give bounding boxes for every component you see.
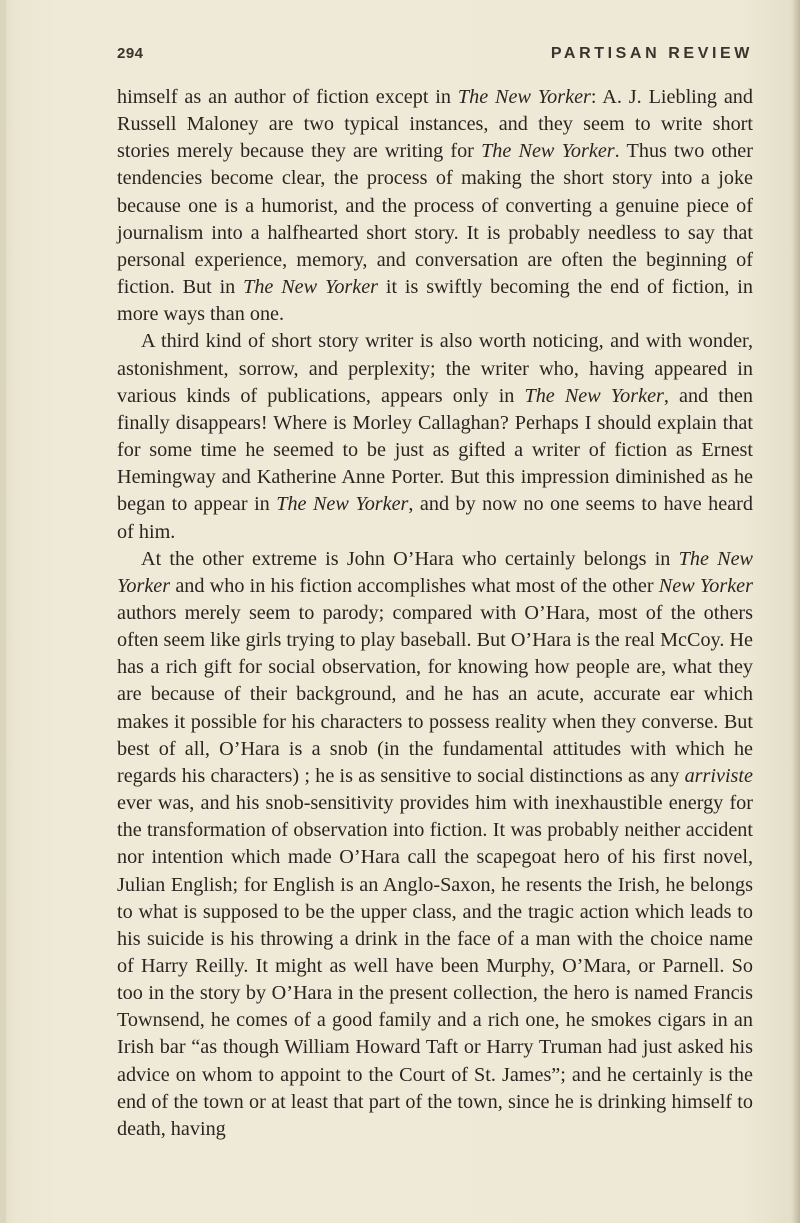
italic-text: The New Yorker bbox=[457, 86, 591, 108]
text-run: , and by now no one seems to have heard of him. bbox=[117, 493, 753, 543]
text-run: authors merely seem to parody; compared with O’Hara, most of the others often seem like girls trying to play baseball. But O’Hara is the real McCoy. He has a rich gift for social observation, for knowing how people are, what they are because of their background, and he has an acute, accurate ear which makes it possible for his characters to possess reality when they converse. But best of all, O’Hara is a snob (in the fundamental attitudes with which he regards his characters) ; he is as sensitive to social distinctions as any bbox=[117, 601, 753, 787]
italic-text: New Yorker bbox=[658, 574, 753, 597]
paragraph bbox=[117, 328, 753, 545]
page-header bbox=[117, 45, 753, 69]
text-run: it is swiftly becoming the end of fiction, in more ways than one. bbox=[117, 276, 753, 326]
italic-text: The New Yorker bbox=[117, 547, 754, 597]
text-run: : A. J. Liebling and Russell Maloney are two typical instances, and they seem to write short stories merely because they are writing for bbox=[117, 86, 753, 163]
italic-text: arriviste bbox=[684, 764, 753, 787]
text-run: ever was, and his snob-sensitivity provides him with inexhaustible energy for the transformation of observation into fiction. It was probably neither accident nor intention which made O’Hara call the scapegoat hero of his first novel, Julian English; for English is an Anglo-Saxon, he resents the Irish, he belongs to what is supposed to be the upper class, and the tragic action which leads to his suicide is his throwing a drink in the face of a man with the choice name of Harry Reilly. It might as well have been Murphy, O’Mara, or Parnell. So too in the story by O’Hara in the present collection, the hero is named Francis Townsend, he comes of a good family and a rich one, he smokes cigars in an Irish bar “as though William Howard Taft or Harry Truman had just asked his advice on whom to appoint to the Court of St. James”; and he certainly is the end of the town or at least that part of the town, since he is drinking himself to death, having bbox=[117, 792, 753, 1140]
text-run: and who in his fiction accomplishes what most of the other bbox=[170, 574, 659, 597]
text-run: At the other extreme is John O’Hara who certainly belongs in bbox=[141, 547, 679, 570]
body-text bbox=[117, 84, 753, 1143]
text-run: A third kind of short story writer is also worth noticing, and with wonder, astonishment, sorrow, and perplexity; the writer who, having appeared in various kinds of publications, appears only in bbox=[117, 330, 753, 407]
italic-text: The New Yorker bbox=[276, 493, 409, 516]
running-head: PARTISAN REVIEW bbox=[550, 45, 753, 62]
italic-text: The New Yorker bbox=[524, 384, 664, 407]
text-run: . Thus two other tendencies become clear, the process of making the short story into a joke because one is a humorist, and the process of converting a genuine piece of journalism into a halfhearted short story. It is probably needless to say that personal experience, memory, and conversation are often the beginning of fiction. But in bbox=[117, 140, 753, 299]
paragraph bbox=[117, 84, 753, 328]
text-run: , and then finally disappears! Where is Morley Callaghan? Perhaps I should explain that for some time he seemed to be just as gifted a writer of fiction as Ernest Hemingway and Katherine Anne Porter. But this impression diminished as he began to appear in bbox=[117, 384, 753, 516]
italic-text: The New Yorker bbox=[243, 276, 379, 299]
paragraph bbox=[117, 546, 753, 1143]
page-number: 294 bbox=[117, 45, 144, 62]
text-run: himself as an author of fiction except in bbox=[117, 86, 458, 108]
italic-text: The New Yorker bbox=[481, 140, 615, 163]
